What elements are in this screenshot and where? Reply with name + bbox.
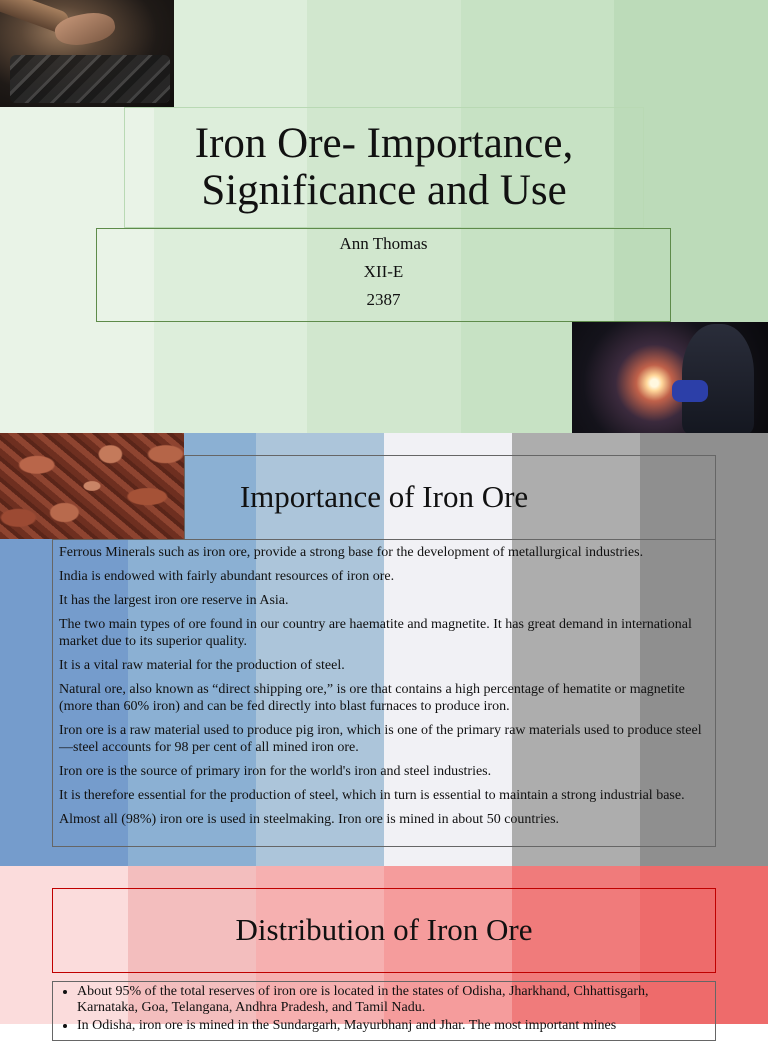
mechanic-photo [0, 0, 174, 107]
paragraph: Iron ore is a raw material used to produce pig iron, which is one of the primary raw materials used to produce steel—steel accounts for 98 per cent of all mined iron ore. [59, 723, 702, 755]
slide-title: Iron Ore- Importance, Significance and Use [194, 120, 574, 214]
subtitle-placeholder [96, 228, 671, 322]
title-slide [0, 0, 768, 433]
iron-ore-photo [0, 433, 184, 539]
content-placeholder [52, 981, 716, 1041]
slide-heading: Distribution of Iron Ore [235, 912, 533, 947]
paragraph: It is a vital raw material for the production of steel. [59, 658, 345, 673]
paragraph: The two main types of ore found in our country are haematite and magnetite. It has great demand in international market due to its superior quality. [59, 617, 692, 649]
slide-heading: Importance of Iron Ore [239, 479, 529, 514]
distribution-slide [0, 866, 768, 1033]
content-placeholder [52, 539, 716, 847]
author-name: Ann Thomas [339, 234, 428, 253]
engine-shape [10, 55, 170, 103]
paragraph: Almost all (98%) iron ore is used in steelmaking. Iron ore is mined in about 50 countries. [59, 812, 560, 827]
paragraph: It has the largest iron ore reserve in Asia. [59, 593, 289, 608]
paragraph: Iron ore is the source of primary iron for the world's iron and steel industries. [59, 764, 492, 779]
bullet-item: • In Odisha, iron ore is mined in the Sundargarh, Mayurbhanj and Jhar. The most important mines [77, 1018, 709, 1034]
class-section: XII-E [363, 262, 404, 281]
bullet-item: • About 95% of the total reserves of iron ore is located in the states of Odisha, Jharkhand, Chhattisgarh, Karnataka, Goa, Telangana, Andhra Pradesh, and Tamil Nadu. [77, 984, 709, 1016]
paragraph: Ferrous Minerals such as iron ore, provide a strong base for the development of metallurgical industries. [59, 545, 644, 560]
glove-shape [672, 380, 708, 402]
worker-shape [682, 324, 754, 434]
roll-number: 2387 [366, 290, 401, 309]
welder-photo [572, 322, 768, 433]
importance-slide [0, 433, 768, 866]
paragraph: Natural ore, also known as “direct shipping ore,” is ore that contains a high percentage of hematite or magnetite (more than 60% iron) and can be fed directly into blast furnaces to produce iron. [59, 682, 685, 714]
paragraph: India is endowed with fairly abundant resources of iron ore. [59, 569, 395, 584]
paragraph: It is therefore essential for the production of steel, which in turn is essential to maintain a strong industrial base. [59, 788, 685, 803]
